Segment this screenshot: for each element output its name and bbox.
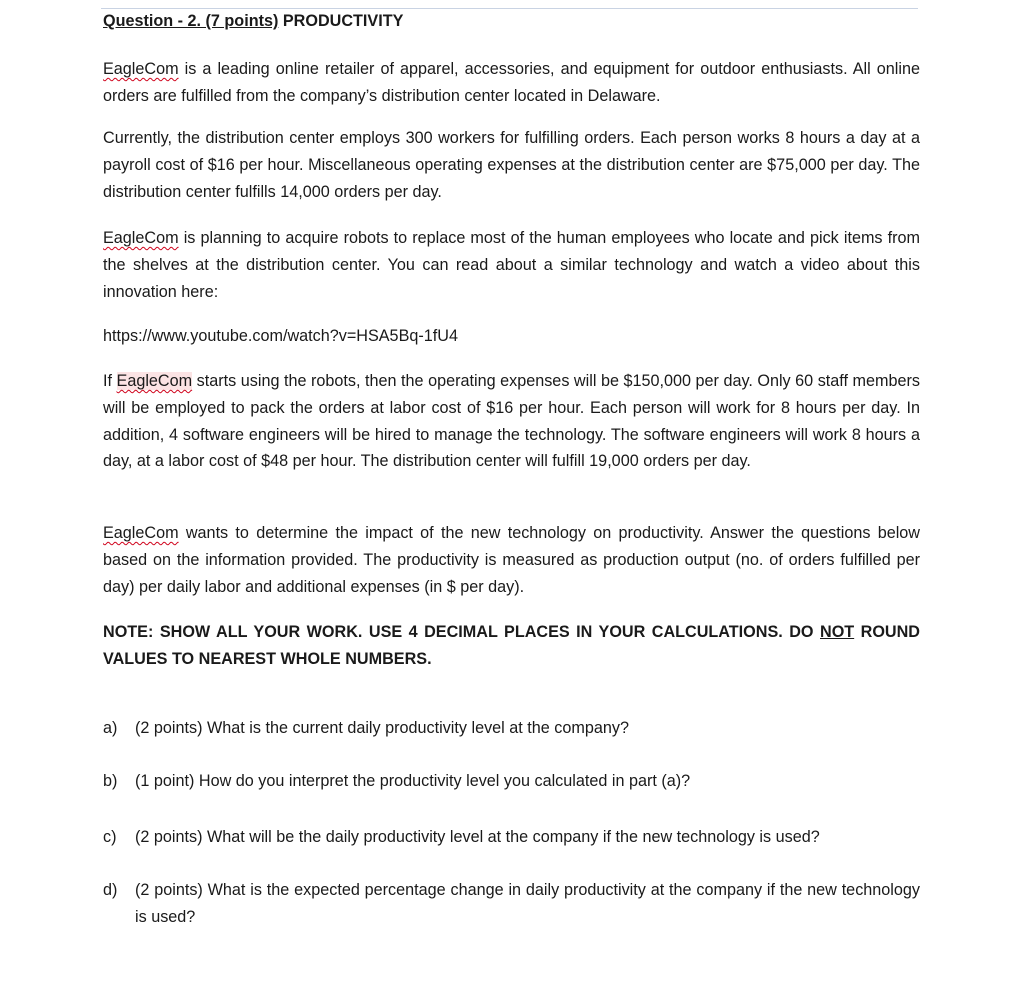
new-technology-paragraph xyxy=(103,368,920,475)
if-prefix: If xyxy=(103,372,117,390)
question-label: c) xyxy=(103,828,117,846)
question-text: (2 points) What will be the daily productivity level at the company if the new technology is used? xyxy=(135,828,820,846)
question-title xyxy=(103,12,403,31)
note-text-a: NOTE: SHOW ALL YOUR WORK. USE 4 DECIMAL PLACES IN YOUR CALCULATIONS. DO xyxy=(103,623,820,641)
note-text-b: ROUND VALUES TO NEAREST WHOLE NUMBERS. xyxy=(103,623,920,668)
robots-text: is planning to acquire robots to replace most of the human employees who locate and pick items from the shelves at the distribution center. You can read about a similar technology and watch a video about this innovation here: xyxy=(103,229,920,301)
note-not: NOT xyxy=(820,623,855,641)
question-text: (2 points) What is the expected percentage change in daily productivity at the company if the new technology is used? xyxy=(135,881,920,926)
current-state-text: Currently, the distribution center employs 300 workers for fulfilling orders. Each person works 8 hours a day at a payroll cost of $16 per hour. Miscellaneous operating expenses at the distribution center are $75,000 per day. The distribution center fulfills 14,000 orders per day. xyxy=(103,129,920,201)
brand-name: EagleCom xyxy=(103,524,179,542)
video-url-text[interactable]: https://www.youtube.com/watch?v=HSA5Bq-1fU4 xyxy=(103,327,458,345)
brand-name: EagleCom xyxy=(116,372,193,390)
question-c xyxy=(103,824,920,851)
current-state-paragraph xyxy=(103,125,920,205)
question-text: (1 point) How do you interpret the productivity level you calculated in part (a)? xyxy=(135,772,691,790)
robots-paragraph xyxy=(103,225,920,305)
question-label: d) xyxy=(103,881,118,899)
question-topic: PRODUCTIVITY xyxy=(282,12,404,30)
question-d xyxy=(103,877,920,931)
brand-name: EagleCom xyxy=(103,60,179,78)
impact-paragraph xyxy=(103,520,920,600)
question-label: a) xyxy=(103,719,118,737)
intro-paragraph xyxy=(103,56,920,110)
question-a xyxy=(103,715,920,742)
impact-text: wants to determine the impact of the new technology on productivity. Answer the questions below based on the information provided. The productivity is measured as production output (no. of orders fulfilled per day) per daily labor and additional expenses (in $ per day). xyxy=(103,524,920,596)
question-number: Question - 2. (7 points) xyxy=(103,12,279,30)
note-paragraph xyxy=(103,619,920,673)
intro-text: is a leading online retailer of apparel, accessories, and equipment for outdoor enthusiasts. All online orders are fulfilled from the company’s distribution center located in Delaware. xyxy=(103,60,920,105)
question-label: b) xyxy=(103,772,118,790)
question-text: (2 points) What is the current daily productivity level at the company? xyxy=(135,719,629,737)
new-technology-text: starts using the robots, then the operating expenses will be $150,000 per day. Only 60 staff members will be employed to pack the orders at labor cost of $16 per hour. Each person will work for 8 hours per day. In addition, 4 software engineers will be hired to manage the technology. The software engineers will work 8 hours a day, at a labor cost of $48 per hour. The distribution center will fulfill 19,000 orders per day. xyxy=(103,372,920,471)
brand-name: EagleCom xyxy=(103,229,179,247)
video-url[interactable] xyxy=(103,323,920,350)
top-rule xyxy=(101,8,918,9)
question-b xyxy=(103,768,920,795)
